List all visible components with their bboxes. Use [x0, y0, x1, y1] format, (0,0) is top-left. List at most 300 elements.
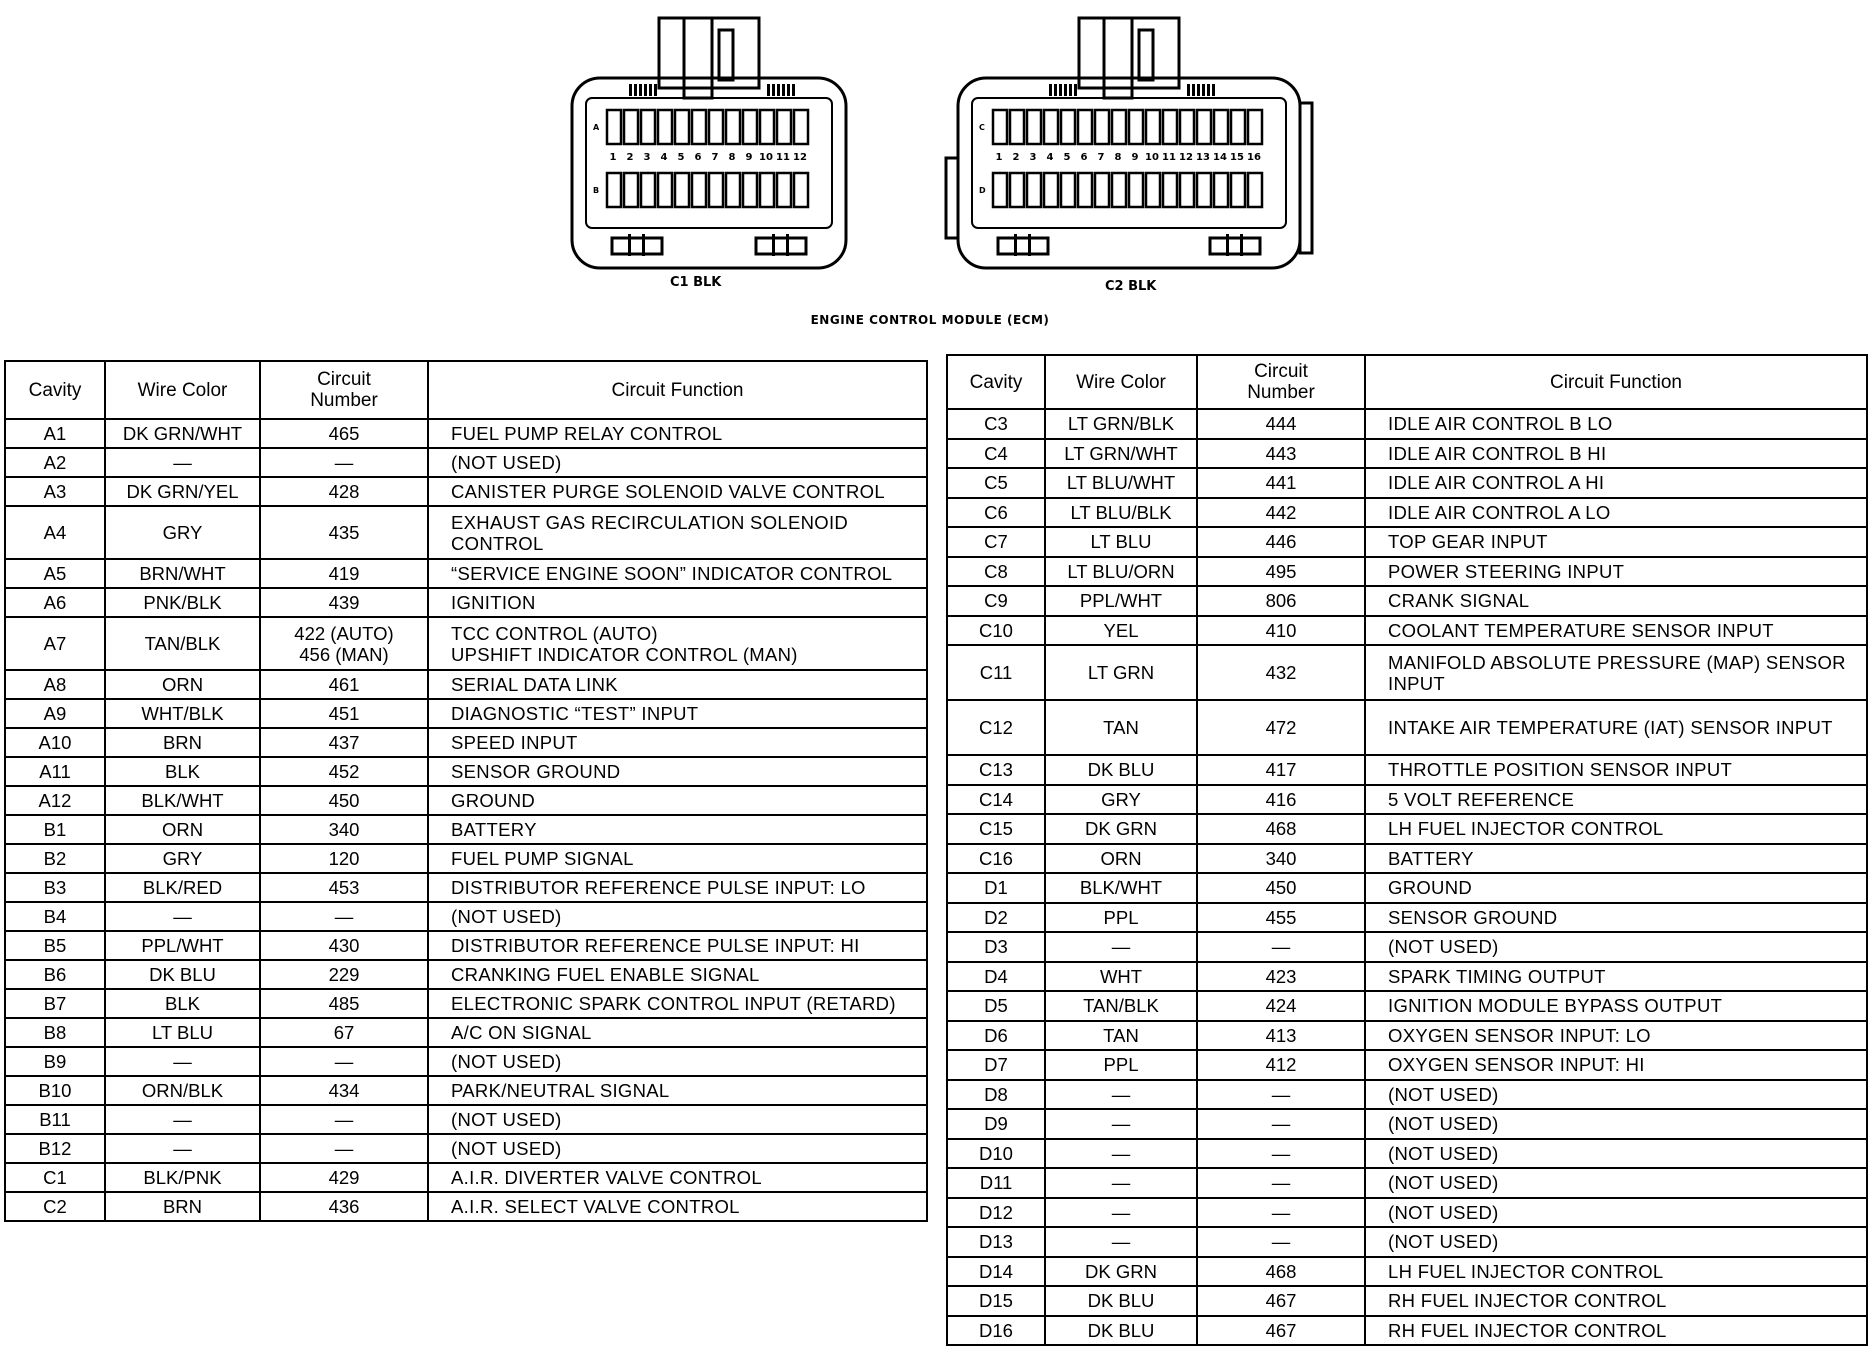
cavity-cell: B11	[5, 1105, 105, 1134]
wire-color-cell: —	[1045, 1227, 1197, 1257]
cavity-cell: D9	[947, 1109, 1045, 1139]
pin-cavity	[1010, 173, 1024, 207]
wire-color-cell: BLK/WHT	[105, 786, 260, 815]
circuit-function-cell: DISTRIBUTOR REFERENCE PULSE INPUT: HI	[428, 931, 927, 960]
circuit-number-cell: 422 (AUTO) 456 (MAN)	[260, 617, 428, 670]
circuit-function-cell: RH FUEL INJECTOR CONTROL	[1365, 1316, 1867, 1346]
cavity-cell: A4	[5, 506, 105, 559]
circuit-number-cell: —	[260, 902, 428, 931]
pin-cavity	[993, 110, 1007, 144]
table-row	[5, 506, 927, 559]
serration	[1197, 84, 1200, 96]
cavity-cell: C7	[947, 527, 1045, 557]
circuit-function-cell: GROUND	[1365, 873, 1867, 903]
wire-color-cell: LT BLU	[105, 1018, 260, 1047]
pin-cavity	[709, 110, 723, 144]
diagram-title: ENGINE CONTROL MODULE (ECM)	[810, 313, 1050, 327]
wire-color-cell: BLK/PNK	[105, 1163, 260, 1192]
circuit-function-cell: OXYGEN SENSOR INPUT: LO	[1365, 1021, 1867, 1051]
pin-number: 4	[660, 152, 668, 163]
wire-color-cell: TAN	[1045, 700, 1197, 755]
table-header-row	[5, 361, 927, 419]
serration	[629, 84, 632, 96]
table-row	[947, 439, 1867, 469]
circuit-function-cell: RH FUEL INJECTOR CONTROL	[1365, 1286, 1867, 1316]
wire-color-cell: ORN	[105, 670, 260, 699]
cavity-cell: D15	[947, 1286, 1045, 1316]
cavity-cell: A9	[5, 699, 105, 728]
circuit-number-cell: 229	[260, 960, 428, 989]
circuit-number-cell: 416	[1197, 785, 1365, 815]
serration	[1207, 84, 1210, 96]
circuit-function-cell: INTAKE AIR TEMPERATURE (IAT) SENSOR INPUT	[1365, 700, 1867, 755]
pin-cavity	[993, 173, 1007, 207]
table-row	[5, 989, 927, 1018]
wire-color-cell: LT BLU/ORN	[1045, 557, 1197, 587]
pin-cavity	[658, 110, 672, 144]
pin-cavity	[1010, 110, 1024, 144]
circuit-number-cell: 439	[260, 588, 428, 617]
pin-cavity	[1095, 110, 1109, 144]
pin-cavity	[624, 173, 638, 207]
serration	[649, 84, 652, 96]
circuit-function-cell: IDLE AIR CONTROL A HI	[1365, 468, 1867, 498]
wire-color-cell: —	[1045, 1080, 1197, 1110]
pin-number: 14	[1213, 152, 1227, 163]
pin-cavity	[1163, 173, 1177, 207]
pin-cavity	[777, 110, 791, 144]
pin-cavity	[1027, 110, 1041, 144]
table-row	[947, 557, 1867, 587]
table-row	[5, 844, 927, 873]
pin-cavity	[607, 173, 621, 207]
wire-color-cell: —	[1045, 932, 1197, 962]
cavity-cell: C4	[947, 439, 1045, 469]
serration	[792, 84, 795, 96]
bottom-latch	[1210, 238, 1260, 254]
wire-color-cell: PPL	[1045, 903, 1197, 933]
table-row	[947, 755, 1867, 785]
serration	[1187, 84, 1190, 96]
circuit-number-cell: 455	[1197, 903, 1365, 933]
wire-color-cell: PPL	[1045, 1050, 1197, 1080]
pin-number: 5	[677, 152, 685, 163]
wire-color-header: Wire Color	[1045, 355, 1197, 409]
row-letter: D	[979, 186, 986, 195]
circuit-function-cell: A.I.R. DIVERTER VALVE CONTROL	[428, 1163, 927, 1192]
table-row	[947, 700, 1867, 755]
pin-cavity	[1129, 173, 1143, 207]
circuit-number-cell: 410	[1197, 616, 1365, 646]
circuit-function-cell: BATTERY	[1365, 844, 1867, 874]
pin-cavity	[1248, 110, 1262, 144]
wire-color-cell: LT BLU/WHT	[1045, 468, 1197, 498]
cavity-cell: A6	[5, 588, 105, 617]
circuit-function-cell: DIAGNOSTIC “TEST” INPUT	[428, 699, 927, 728]
circuit-number-cell: 441	[1197, 468, 1365, 498]
circuit-function-cell: POWER STEERING INPUT	[1365, 557, 1867, 587]
serration	[777, 84, 780, 96]
wire-color-cell: DK GRN	[1045, 1257, 1197, 1287]
wire-color-cell: —	[105, 448, 260, 477]
cavity-cell: B12	[5, 1134, 105, 1163]
circuit-number-cell: 472	[1197, 700, 1365, 755]
cavity-cell: A10	[5, 728, 105, 757]
circuit-function-cell: (NOT USED)	[1365, 1080, 1867, 1110]
pin-number: 3	[643, 152, 651, 163]
ecm-connectors-illustration	[560, 0, 1340, 300]
cavity-cell: B2	[5, 844, 105, 873]
pin-number: 12	[793, 152, 807, 163]
circuit-function-cell: CRANKING FUEL ENABLE SIGNAL	[428, 960, 927, 989]
table-row	[947, 1109, 1867, 1139]
wire-color-cell: ORN/BLK	[105, 1076, 260, 1105]
pin-number: 1	[609, 152, 617, 163]
table-row	[5, 670, 927, 699]
table-row	[5, 617, 927, 670]
circuit-number-cell: 467	[1197, 1316, 1365, 1346]
circuit-number-cell: 429	[260, 1163, 428, 1192]
pin-cavity	[1231, 173, 1245, 207]
wire-color-cell: GRY	[105, 506, 260, 559]
table-row	[5, 1163, 927, 1192]
circuit-function-cell: IGNITION MODULE BYPASS OUTPUT	[1365, 991, 1867, 1021]
circuit-number-cell: 452	[260, 757, 428, 786]
cavity-cell: A11	[5, 757, 105, 786]
pin-cavity	[1044, 110, 1058, 144]
circuit-function-cell: MANIFOLD ABSOLUTE PRESSURE (MAP) SENSOR INPUT	[1365, 645, 1867, 700]
pin-cavity	[760, 173, 774, 207]
circuit-number-cell: 412	[1197, 1050, 1365, 1080]
cavity-cell: A7	[5, 617, 105, 670]
circuit-number-cell: 806	[1197, 586, 1365, 616]
circuit-function-cell: GROUND	[428, 786, 927, 815]
wire-color-cell: WHT/BLK	[105, 699, 260, 728]
table-row	[947, 1139, 1867, 1169]
cavity-cell: A5	[5, 559, 105, 588]
wire-color-cell: BLK/RED	[105, 873, 260, 902]
circuit-number-header: Circuit Number	[260, 361, 428, 419]
pinout-table-right-body	[947, 409, 1867, 1345]
wire-color-cell: DK GRN	[1045, 814, 1197, 844]
wire-color-cell: DK GRN/WHT	[105, 419, 260, 448]
pin-cavity	[743, 173, 757, 207]
wire-color-cell: ORN	[1045, 844, 1197, 874]
cavity-cell: C15	[947, 814, 1045, 844]
circuit-function-cell: IDLE AIR CONTROL B HI	[1365, 439, 1867, 469]
table-row	[5, 873, 927, 902]
pin-cavity	[1078, 110, 1092, 144]
circuit-number-cell: 450	[260, 786, 428, 815]
table-row	[5, 1018, 927, 1047]
cavity-cell: D10	[947, 1139, 1045, 1169]
bottom-latch-post	[628, 234, 631, 256]
circuit-number-cell: 451	[260, 699, 428, 728]
serration	[767, 84, 770, 96]
pin-cavity	[1197, 110, 1211, 144]
pin-cavity	[794, 110, 808, 144]
bottom-latch	[756, 238, 806, 254]
circuit-function-cell: SPARK TIMING OUTPUT	[1365, 962, 1867, 992]
table-row	[947, 1080, 1867, 1110]
table-row	[5, 1047, 927, 1076]
circuit-number-cell: 442	[1197, 498, 1365, 528]
table-row	[947, 1168, 1867, 1198]
circuit-number-cell: 450	[1197, 873, 1365, 903]
cavity-cell: C3	[947, 409, 1045, 439]
cavity-cell: A1	[5, 419, 105, 448]
table-row	[5, 477, 927, 506]
circuit-number-cell: 430	[260, 931, 428, 960]
table-row	[5, 902, 927, 931]
pin-cavity	[1044, 173, 1058, 207]
circuit-function-cell: TCC CONTROL (AUTO) UPSHIFT INDICATOR CONTROL (MAN)	[428, 617, 927, 670]
row-letter: B	[593, 186, 600, 195]
cavity-cell: D1	[947, 873, 1045, 903]
cavity-cell: B4	[5, 902, 105, 931]
table-row	[947, 903, 1867, 933]
cavity-cell: C2	[5, 1192, 105, 1221]
pin-cavity	[1061, 110, 1075, 144]
circuit-function-cell: (NOT USED)	[428, 448, 927, 477]
serration	[1069, 84, 1072, 96]
pin-number: 13	[1196, 152, 1210, 163]
pin-number: 2	[626, 152, 634, 163]
cavity-cell: D7	[947, 1050, 1045, 1080]
circuit-function-cell: (NOT USED)	[428, 1134, 927, 1163]
circuit-number-cell: —	[1197, 1198, 1365, 1228]
pinout-table-right	[946, 354, 1868, 1346]
circuit-number-cell: 468	[1197, 1257, 1365, 1287]
table-row	[5, 699, 927, 728]
wire-color-cell: LT GRN/WHT	[1045, 439, 1197, 469]
circuit-function-cell: IDLE AIR CONTROL B LO	[1365, 409, 1867, 439]
table-row	[947, 962, 1867, 992]
circuit-function-cell: PARK/NEUTRAL SIGNAL	[428, 1076, 927, 1105]
cavity-cell: C6	[947, 498, 1045, 528]
pin-number: 16	[1247, 152, 1261, 163]
circuit-number-cell: 467	[1197, 1286, 1365, 1316]
circuit-number-cell: 417	[1197, 755, 1365, 785]
wire-color-cell: —	[1045, 1109, 1197, 1139]
pin-cavity	[692, 110, 706, 144]
circuit-function-cell: CANISTER PURGE SOLENOID VALVE CONTROL	[428, 477, 927, 506]
table-row	[5, 757, 927, 786]
cavity-cell: A8	[5, 670, 105, 699]
table-row	[947, 1316, 1867, 1346]
circuit-number-cell: 437	[260, 728, 428, 757]
circuit-number-cell: —	[260, 1105, 428, 1134]
pin-number: 3	[1029, 152, 1037, 163]
table-row	[5, 815, 927, 844]
circuit-function-cell: A.I.R. SELECT VALVE CONTROL	[428, 1192, 927, 1221]
locking-latch-slot	[1139, 30, 1153, 80]
table-row	[5, 960, 927, 989]
serration	[1192, 84, 1195, 96]
side-key	[946, 158, 958, 238]
table-row	[947, 409, 1867, 439]
table-row	[947, 1286, 1867, 1316]
pin-cavity	[692, 173, 706, 207]
table-row	[5, 1134, 927, 1163]
cavity-cell: C8	[947, 557, 1045, 587]
circuit-function-cell: FUEL PUMP SIGNAL	[428, 844, 927, 873]
circuit-number-cell: 340	[260, 815, 428, 844]
wire-color-cell: BRN/WHT	[105, 559, 260, 588]
pin-cavity	[1129, 110, 1143, 144]
circuit-function-cell: COOLANT TEMPERATURE SENSOR INPUT	[1365, 616, 1867, 646]
circuit-number-cell: 432	[1197, 645, 1365, 700]
pin-number: 15	[1230, 152, 1244, 163]
pin-number: 10	[759, 152, 773, 163]
table-header-row	[947, 355, 1867, 409]
table-row	[947, 1227, 1867, 1257]
cavity-cell: D2	[947, 903, 1045, 933]
cavity-cell: D14	[947, 1257, 1045, 1287]
circuit-function-cell: IDLE AIR CONTROL A LO	[1365, 498, 1867, 528]
pin-number: 7	[1097, 152, 1105, 163]
bottom-latch-post	[1240, 234, 1243, 256]
cavity-cell: C5	[947, 468, 1045, 498]
table-row	[947, 1198, 1867, 1228]
bottom-latch-post	[1028, 234, 1031, 256]
pin-cavity	[709, 173, 723, 207]
table-row	[947, 844, 1867, 874]
circuit-number-cell: 465	[260, 419, 428, 448]
bottom-latch-post	[1014, 234, 1017, 256]
cavity-cell: B5	[5, 931, 105, 960]
pin-cavity	[1146, 110, 1160, 144]
circuit-function-header: Circuit Function	[428, 361, 927, 419]
circuit-number-cell: 468	[1197, 814, 1365, 844]
circuit-function-cell: (NOT USED)	[1365, 1139, 1867, 1169]
circuit-function-cell: (NOT USED)	[1365, 1109, 1867, 1139]
locking-latch-slot	[719, 30, 733, 80]
circuit-function-cell: (NOT USED)	[1365, 932, 1867, 962]
wire-color-cell: LT GRN	[1045, 645, 1197, 700]
pin-cavity	[641, 173, 655, 207]
circuit-function-cell: CRANK SIGNAL	[1365, 586, 1867, 616]
wire-color-cell: DK GRN/YEL	[105, 477, 260, 506]
circuit-function-cell: FUEL PUMP RELAY CONTROL	[428, 419, 927, 448]
pin-cavity	[1214, 173, 1228, 207]
circuit-number-cell: 443	[1197, 439, 1365, 469]
wire-color-cell: PNK/BLK	[105, 588, 260, 617]
cavity-header: Cavity	[947, 355, 1045, 409]
pin-cavity	[1231, 110, 1245, 144]
circuit-number-cell: 444	[1197, 409, 1365, 439]
pin-cavity	[1112, 110, 1126, 144]
circuit-function-cell: (NOT USED)	[428, 902, 927, 931]
table-row	[5, 1192, 927, 1221]
circuit-number-cell: —	[1197, 1109, 1365, 1139]
circuit-number-cell: —	[1197, 1139, 1365, 1169]
pin-cavity	[624, 110, 638, 144]
cavity-cell: D3	[947, 932, 1045, 962]
cavity-cell: A2	[5, 448, 105, 477]
wire-color-cell: DK BLU	[105, 960, 260, 989]
pin-cavity	[1197, 173, 1211, 207]
pin-number: 4	[1046, 152, 1054, 163]
cavity-cell: B9	[5, 1047, 105, 1076]
circuit-number-cell: 120	[260, 844, 428, 873]
wire-color-cell: PPL/WHT	[1045, 586, 1197, 616]
pin-cavity	[760, 110, 774, 144]
table-row	[947, 498, 1867, 528]
table-row	[5, 1076, 927, 1105]
cavity-cell: B3	[5, 873, 105, 902]
circuit-number-cell: 424	[1197, 991, 1365, 1021]
circuit-function-cell: SENSOR GROUND	[1365, 903, 1867, 933]
serration	[787, 84, 790, 96]
wire-color-cell: LT GRN/BLK	[1045, 409, 1197, 439]
table-row	[5, 931, 927, 960]
serration	[634, 84, 637, 96]
wire-color-cell: LT BLU/BLK	[1045, 498, 1197, 528]
pin-number: 1	[995, 152, 1003, 163]
pin-number: 7	[711, 152, 719, 163]
table-row	[947, 645, 1867, 700]
connector-c1-label: C1 BLK	[670, 275, 722, 290]
pin-number: 11	[1162, 152, 1176, 163]
cavity-cell: C9	[947, 586, 1045, 616]
circuit-number-cell: 436	[260, 1192, 428, 1221]
circuit-function-cell: (NOT USED)	[1365, 1198, 1867, 1228]
circuit-number-cell: —	[260, 448, 428, 477]
table-row	[5, 786, 927, 815]
serration	[782, 84, 785, 96]
pin-number: 9	[745, 152, 753, 163]
wire-color-cell: GRY	[105, 844, 260, 873]
wire-color-cell: PPL/WHT	[105, 931, 260, 960]
cavity-cell: D13	[947, 1227, 1045, 1257]
circuit-function-cell: (NOT USED)	[1365, 1227, 1867, 1257]
pin-cavity	[743, 110, 757, 144]
pin-cavity	[641, 110, 655, 144]
serration	[1064, 84, 1067, 96]
cavity-cell: A3	[5, 477, 105, 506]
cavity-cell: D8	[947, 1080, 1045, 1110]
circuit-number-cell: —	[1197, 932, 1365, 962]
cavity-cell: A12	[5, 786, 105, 815]
bottom-latch	[998, 238, 1048, 254]
wire-color-cell: BRN	[105, 728, 260, 757]
cavity-cell: D12	[947, 1198, 1045, 1228]
table-row	[947, 468, 1867, 498]
circuit-number-cell: 67	[260, 1018, 428, 1047]
wire-color-cell: DK BLU	[1045, 1286, 1197, 1316]
table-row	[5, 448, 927, 477]
circuit-function-cell: THROTTLE POSITION SENSOR INPUT	[1365, 755, 1867, 785]
wire-color-cell: —	[105, 1105, 260, 1134]
side-key	[1300, 103, 1312, 253]
circuit-number-cell: —	[1197, 1227, 1365, 1257]
circuit-function-cell: (NOT USED)	[428, 1047, 927, 1076]
cavity-cell: C12	[947, 700, 1045, 755]
cavity-cell: B7	[5, 989, 105, 1018]
serration	[1074, 84, 1077, 96]
pin-cavity	[675, 110, 689, 144]
wire-color-cell: TAN/BLK	[105, 617, 260, 670]
serration	[639, 84, 642, 96]
pinout-table-left	[4, 360, 928, 1222]
circuit-function-cell: “SERVICE ENGINE SOON” INDICATOR CONTROL	[428, 559, 927, 588]
table-row	[947, 814, 1867, 844]
cavity-cell: C14	[947, 785, 1045, 815]
table-row	[5, 588, 927, 617]
connector-c2-label: C2 BLK	[1105, 279, 1157, 294]
wire-color-cell: BRN	[105, 1192, 260, 1221]
